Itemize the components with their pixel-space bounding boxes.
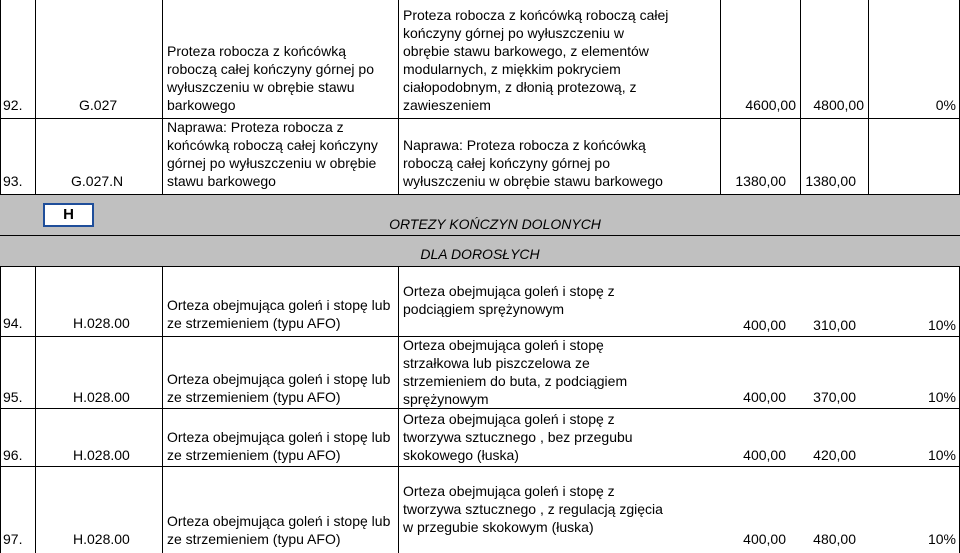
product-name-line: końcówką roboczą całej kończyny (167, 137, 378, 153)
product-code: G.027 (79, 97, 118, 113)
section-title: ORTEZY KOŃCZYN DOLONYCH (389, 216, 601, 232)
product-description-line: skokowego (łuska) (403, 447, 519, 463)
row-number: 93. (3, 173, 23, 189)
product-name-line: roboczą całej kończyny górnej po (167, 61, 375, 77)
percent-value: 10% (927, 531, 956, 547)
product-name-line: górnej po wyłuszczeniu w obrębie (167, 155, 377, 171)
row-number: 92. (3, 97, 23, 113)
product-description-line: strzałkowa lub piszczelowa ze (403, 355, 590, 371)
price-value: 1380,00 (805, 173, 856, 189)
product-name-line: ze strzemieniem (typu AFO) (167, 389, 341, 405)
product-description-line: obrębie stawu barkowego, z elementów (403, 43, 649, 59)
product-description-line: ciałopodobnym, z dłonią protezową, z (403, 79, 637, 95)
product-description-line: tworzywa sztucznego , bez przegubu (403, 429, 633, 445)
limit-value: 400,00 (743, 531, 786, 547)
product-name-line: ze strzemieniem (typu AFO) (167, 531, 341, 547)
product-name-line: stawu barkowego (167, 173, 276, 189)
grid-line (0, 408, 960, 409)
product-description-line: kończyny górnej po wyłuszczeniu w (403, 25, 624, 41)
product-description-line: modularnych, z miękkim pokryciem (403, 61, 621, 77)
grid-line (162, 266, 163, 553)
product-description-line: Naprawa: Proteza robocza z końcówką (403, 137, 646, 153)
product-name-line: Orteza obejmująca goleń i stopę lub (167, 513, 391, 529)
product-name-line: wyłuszczeniu w obrębie stawu (167, 79, 355, 95)
product-description-line: zawieszeniem (403, 97, 491, 113)
product-description-line: tworzywa sztucznego , z regulacją zgięcia (403, 501, 663, 517)
product-code: H.028.00 (73, 389, 130, 405)
product-code: G.027.N (71, 173, 124, 189)
product-code: H.028.00 (73, 531, 130, 547)
price-value: 480,00 (813, 531, 856, 547)
percent-value: 10% (927, 317, 956, 333)
product-name-line: Proteza robocza z końcówką (167, 43, 346, 59)
row-number: 95. (3, 389, 23, 405)
grid-line (398, 0, 399, 194)
grid-line (0, 266, 960, 267)
percent-value: 10% (927, 447, 956, 463)
product-name-line: Orteza obejmująca goleń i stopę lub (167, 429, 391, 445)
product-name-line: Naprawa: Proteza robocza z (167, 119, 344, 135)
product-code: H.028.00 (73, 315, 130, 331)
row-number: 97. (3, 531, 23, 547)
grid-line (398, 266, 399, 553)
price-value: 310,00 (813, 317, 856, 333)
row-number: 94. (3, 315, 23, 331)
grid-line (0, 266, 1, 553)
product-name-line: Orteza obejmująca goleń i stopę lub (167, 297, 391, 313)
percent-value: 0% (935, 97, 956, 113)
section-letter-box: H (43, 203, 94, 227)
grid-line (868, 0, 869, 194)
grid-line (35, 266, 36, 553)
product-description-line: podciągiem sprężynowym (403, 301, 565, 317)
product-description-line: w przegubie skokowym (łuska) (403, 519, 594, 535)
row-number: 96. (3, 447, 23, 463)
limit-value: 400,00 (743, 389, 786, 405)
grid-line (0, 466, 960, 467)
grid-line (35, 0, 36, 194)
limit-value: 1380,00 (735, 173, 786, 189)
price-value: 4800,00 (813, 97, 864, 113)
product-description-line: wyłuszczeniu w obrębie stawu barkowego (403, 173, 663, 189)
grid-line (0, 0, 1, 194)
product-description-line: Orteza obejmująca goleń i stopę z (403, 283, 615, 299)
product-description-line: roboczą całej kończyny górnej po (403, 155, 611, 171)
grid-line (0, 118, 960, 119)
limit-value: 400,00 (743, 447, 786, 463)
grid-line (162, 0, 163, 194)
section-subtitle: DLA DOROSŁYCH (420, 246, 540, 262)
grid-line (0, 235, 960, 236)
price-value: 420,00 (813, 447, 856, 463)
product-code: H.028.00 (73, 447, 130, 463)
product-name-line: ze strzemieniem (typu AFO) (167, 315, 341, 331)
product-description-line: Proteza robocza z końcówką roboczą całej (403, 7, 669, 23)
product-name-line: barkowego (167, 97, 236, 113)
product-description-line: Orteza obejmująca goleń i stopę (403, 337, 604, 353)
product-description-line: Orteza obejmująca goleń i stopę z (403, 483, 615, 499)
product-name-line: ze strzemieniem (typu AFO) (167, 447, 341, 463)
product-description-line: sprężynowym (403, 391, 489, 407)
product-description-line: strzemieniem do buta, z podciągiem (403, 373, 628, 389)
limit-value: 400,00 (743, 317, 786, 333)
percent-value: 10% (927, 389, 956, 405)
limit-value: 4600,00 (745, 97, 796, 113)
grid-line (0, 194, 960, 195)
price-value: 370,00 (813, 389, 856, 405)
product-name-line: Orteza obejmująca goleń i stopę lub (167, 371, 391, 387)
product-description-line: Orteza obejmująca goleń i stopę z (403, 411, 615, 427)
